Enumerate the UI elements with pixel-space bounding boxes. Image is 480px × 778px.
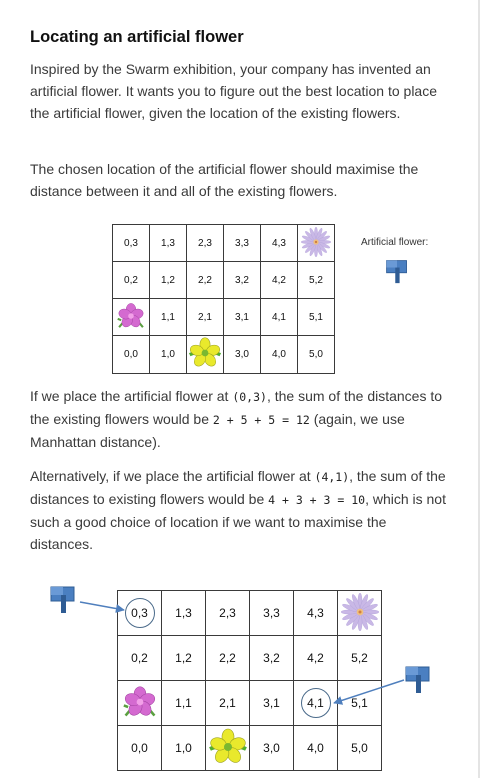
artificial-flower-label: Artificial flower: bbox=[361, 237, 429, 248]
grid-cell: 2,3 bbox=[206, 591, 250, 636]
grid-cell: 3,3 bbox=[224, 225, 261, 262]
grid-cell: 0,0 bbox=[118, 726, 162, 771]
example2-code-coord: (4,1) bbox=[314, 470, 350, 484]
example2-text-c: , which is not such a good choice of location if we want to maximise the distances. bbox=[30, 491, 446, 552]
grid-cell: 3,1 bbox=[250, 681, 294, 726]
grid-cell: 3,0 bbox=[250, 726, 294, 771]
grid-cell: 5,2 bbox=[338, 636, 382, 681]
grid-cell: 1,2 bbox=[162, 636, 206, 681]
example1-text-c: (again, we use Manhattan distance). bbox=[30, 411, 405, 450]
grid-cell: 4,1 bbox=[261, 299, 298, 336]
grid-cell: 1,2 bbox=[150, 262, 187, 299]
grid-cell: 5,1 bbox=[338, 681, 382, 726]
goal-paragraph: The chosen location of the artificial flower should maximise the distance between it and all of the existing flowers. bbox=[30, 161, 419, 199]
grid-cell: 4,0 bbox=[261, 336, 298, 374]
example2-text-b: , the sum of the distances to existing flowers would be bbox=[30, 468, 446, 507]
grid-cell: 3,3 bbox=[250, 591, 294, 636]
arrow-to-0-3 bbox=[80, 602, 124, 610]
example1-code-coord: (0,3) bbox=[232, 390, 267, 404]
highlight-ring: 4,1 bbox=[301, 688, 331, 718]
grid-cell: 3,1 bbox=[224, 299, 261, 336]
grid-cell: 2,3 bbox=[187, 225, 224, 262]
intro-paragraph: Inspired by the Swarm exhibition, your company has invented an artificial flower. It wants you to figure out the best location to place the artificial flower, given the location of the existing flowers. bbox=[30, 61, 437, 121]
grid-cell: 1,3 bbox=[150, 225, 187, 262]
grid-cell: 0,3 bbox=[113, 225, 150, 262]
grid-cell: 2,2 bbox=[187, 262, 224, 299]
example1-code-sum: 2 + 5 + 5 = 12 bbox=[212, 413, 310, 427]
example2-text-a: Alternatively, if we place the artificial flower at bbox=[30, 468, 315, 484]
example1-text-a: If we place the artificial flower at bbox=[30, 388, 233, 404]
grid-cell: 1,0 bbox=[150, 336, 187, 374]
grid-cell: 0,0 bbox=[113, 336, 150, 374]
grid-cell: 5,0 bbox=[298, 336, 335, 374]
grid-cell: 1,0 bbox=[162, 726, 206, 771]
highlight-ring: 0,3 bbox=[125, 598, 155, 628]
grid-cell: 3,0 bbox=[224, 336, 261, 374]
grid-cell: 4,3 bbox=[261, 225, 298, 262]
grid-cell: 4,2 bbox=[261, 262, 298, 299]
grid-cell: 4,3 bbox=[294, 591, 338, 636]
grid-cell: 2,1 bbox=[206, 681, 250, 726]
section-heading: Locating an artificial flower bbox=[30, 28, 244, 46]
grid-cell: 1,3 bbox=[162, 591, 206, 636]
grid-cell: 1,1 bbox=[162, 681, 206, 726]
grid-cell: 0,2 bbox=[118, 636, 162, 681]
grid-cell: 2,2 bbox=[206, 636, 250, 681]
grid-cell: 2,1 bbox=[187, 299, 224, 336]
arrow-to-4-1 bbox=[334, 680, 404, 703]
grid-cell: 5,1 bbox=[298, 299, 335, 336]
grid-cell: 4,2 bbox=[294, 636, 338, 681]
grid-cell: 4,0 bbox=[294, 726, 338, 771]
grid-cell: 3,2 bbox=[250, 636, 294, 681]
grid-cell: 5,0 bbox=[338, 726, 382, 771]
example1-text-b: , the sum of the distances to the existing flowers would be bbox=[30, 388, 443, 427]
grid-cell: 3,2 bbox=[224, 262, 261, 299]
grid-cell: 0,2 bbox=[113, 262, 150, 299]
example2-code-sum: 4 + 3 + 3 = 10 bbox=[268, 493, 366, 507]
grid-cell: 1,1 bbox=[150, 299, 187, 336]
grid-cell: 5,2 bbox=[298, 262, 335, 299]
